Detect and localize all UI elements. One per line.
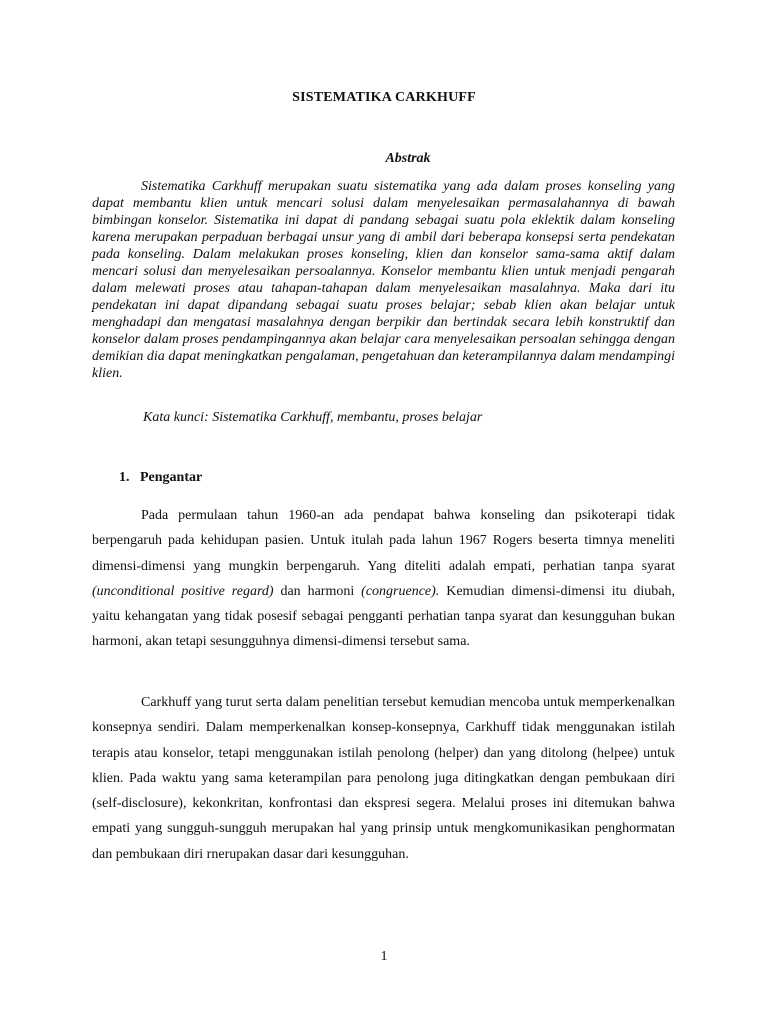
paragraph-1-italic-1: (unconditional positive regard) bbox=[92, 583, 274, 599]
paragraph-1-part-2: dan harmoni bbox=[273, 583, 362, 599]
section-heading-pengantar bbox=[119, 470, 202, 486]
paragraph-1-italic-2: (congruence). bbox=[361, 583, 440, 599]
section-number: 1. bbox=[119, 470, 130, 485]
keywords-line: Kata kunci: Sistematika Carkhuff, membantu, proses belajar bbox=[143, 410, 483, 425]
document-title: SISTEMATIKA CARKHUFF bbox=[292, 90, 476, 105]
abstract-body: Sistematika Carkhuff merupakan suatu sistematika yang ada dalam proses konseling yang dapat membantu klien untuk mencari solusi dalam menyelesaikan permasalahannya di bawah bimbingan konselor. Sistematika ini dapat di pandang sebagai suatu pola eklektik dalam konseling karena merupakan perpaduan berbagai unsur yang di ambil dari beberapa konsepsi serta pendekatan pada konseling. Dalam melakukan proses konseling, klien dan konselor sama-sama aktif dalam mencari solusi dan menyelesaikan persoalannya. Konselor membantu klien untuk menjadi pengarah dalam melewati proses atau tahapan-tahapan dalam menyelesaikan masalahnya. Maka dari itu pendekatan ini dapat dipandang sebagai suatu proses belajar; sebab klien akan belajar untuk menghadapi dan mengatasi masalahnya dengan berpikir dan bertindak secara lebih konstruktif dan konselor dalam proses pendampingannya akan belajar cara menyelesaikan persoalan sehingga dengan demikian dia dapat meningkatkan pengalaman, pengetahuan dan keterampilannya dalam mendampingi klien. bbox=[92, 179, 675, 381]
paragraph-1 bbox=[92, 503, 675, 655]
page-number: 1 bbox=[380, 949, 388, 964]
paragraph-1-part-3: Kemudian dimensi-dimensi itu diubah, yaitu kehangatan yang tidak posesif sebagai pengganti perhatian tanpa syarat dan kesungguhan bukan harmoni, akan tetapi sesungguhnya dimensi-dimensi tersebut sama. bbox=[92, 583, 675, 650]
section-title: Pengantar bbox=[140, 470, 203, 485]
abstract-heading: Abstrak bbox=[385, 151, 431, 166]
paragraph-1-part-1: Pada permulaan tahun 1960-an ada pendapat bahwa konseling dan psikoterapi tidak berpengaruh pada kehidupan pasien. Untuk itulah pada lahun 1967 Rogers beserta timnya meneliti dimensi-dimensi yang mungkin berpengaruh. Yang diteliti adalah empati, perhatian tanpa syarat bbox=[92, 508, 675, 574]
paragraph-2: Carkhuff yang turut serta dalam penelitian tersebut kemudian mencoba untuk memperkenalkan konsepnya sendiri. Dalam memperkenalkan konsep-konsepnya, Carkhuff tidak menggunakan istilah terapis atau konselor, tetapi menggunakan istilah penolong (helper) dan yang ditolong (helpee) untuk klien. Pada waktu yang sama keterampilan para penolong juga ditingkatkan dengan pembukaan diri (self-disclosure), kekonkritan, konfrontasi dan ekspresi segera. Melalui proses ini ditemukan bahwa empati yang sungguh-sungguh merupakan hal yang prinsip untuk mengkomunikasikan penghormatan dan pembukaan diri rnerupakan dasar dari kesungguhan. bbox=[92, 695, 675, 862]
